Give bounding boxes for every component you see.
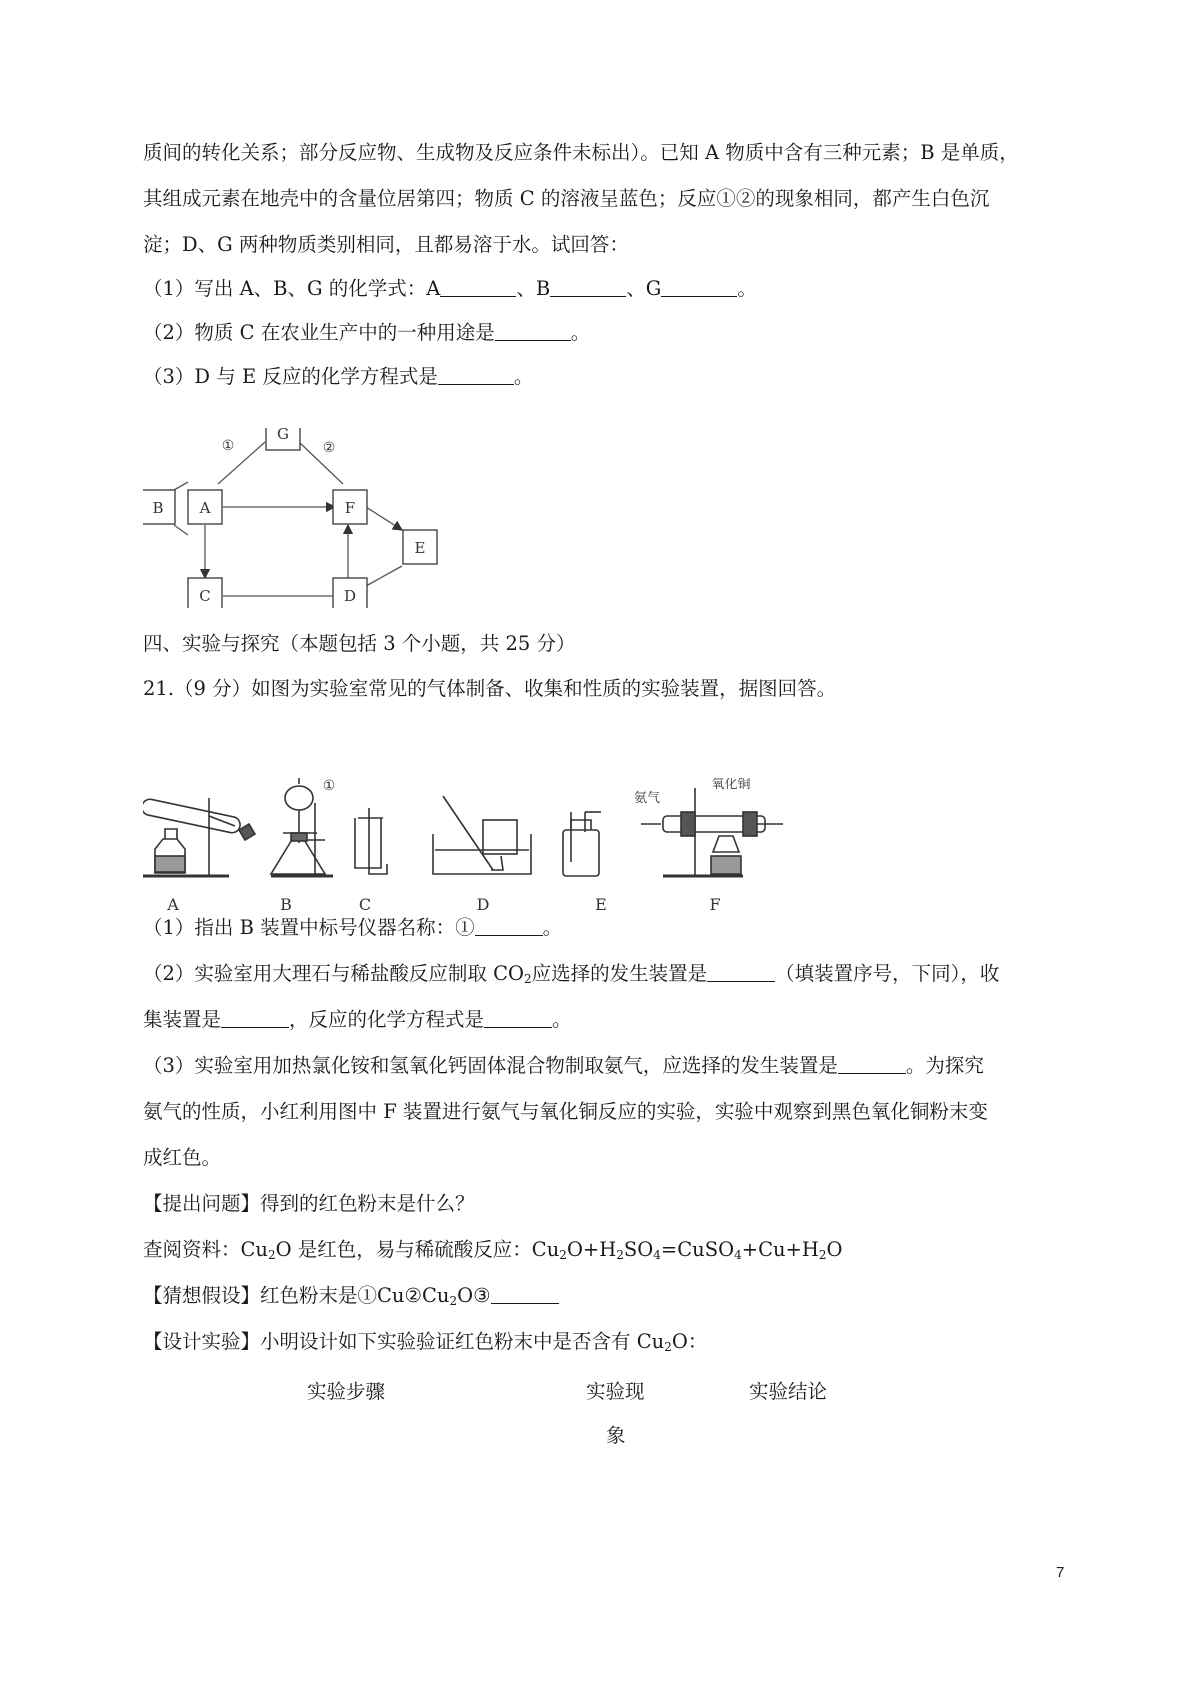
design-end: O： [671,1330,708,1353]
apparatus-label-f: F [709,895,721,914]
apparatus-label-a: A [167,895,179,914]
answer-blank [221,1009,289,1028]
reaction-label-1: ① [221,438,235,454]
relation-diagram [143,428,473,608]
q21-part-1 [143,915,562,941]
reaction-label-2: ② [322,440,336,456]
q21-part-1-prefix: （1）指出 B 装置中标号仪器名称：① [143,916,475,939]
apparatus-f [641,788,783,876]
answer-blank [438,366,514,385]
reference-eq-3: =CuSO [660,1238,735,1261]
q21-part-2b-mid: ，反应的化学方程式是 [289,1008,485,1031]
subscript: 2 [818,1248,827,1262]
apparatus-e [563,812,601,876]
q20-part-3-end: 。 [513,365,534,388]
node-b: B [152,499,164,517]
marker-label: ① [322,778,336,794]
q21-part-3-line-3: 成红色。 [143,1146,222,1169]
section-heading: 四、实验与探究（本题包括 3 个小题，共 25 分） [143,632,576,655]
reference-eq-4: +Cu+H [741,1238,819,1261]
q21-part-2-continued [143,1007,572,1033]
paragraph-line-2: 其组成元素在地壳中的含量位居第四；物质 C 的溶液呈蓝色；反应①②的现象相同，都产生白色沉 [143,187,990,210]
design-prefix: 【设计实验】小明设计如下实验验证红色粉末中是否含有 Cu [143,1330,665,1353]
subscript: 2 [267,1248,276,1262]
subscript: 2 [664,1340,672,1354]
node-d: D [343,587,357,605]
q21-part-2-tail: （填装置序号，下同），收 [775,962,1000,985]
subscript: 4 [734,1248,742,1262]
paragraph-line-3: 淀；D、G 两种物质类别相同，且都易溶于水。试回答： [143,233,629,256]
reference-prefix: 查阅资料：Cu [143,1238,268,1261]
reference-mid: O 是红色，易与稀硫酸反应：Cu [275,1238,560,1261]
page-number: 7 [1056,1564,1065,1581]
answer-blank [491,1285,559,1304]
apparatus-a [143,798,255,876]
q20-part-2-prefix: （2）物质 C 在农业生产中的一种用途是 [143,321,495,344]
paragraph-line-1: 质间的转化关系；部分反应物、生成物及反应条件未标出）。已知 A 物质中含有三种元素；B 是单质， [143,141,1019,164]
node-e: E [414,539,426,557]
q20-part-1-end: 。 [737,277,757,300]
apparatus-figure [143,778,823,918]
q21-part-2-mid: 应选择的发生装置是 [531,962,708,985]
q20-part-1-prefix: （1）写出 A、B、G 的化学式：A [143,277,441,300]
answer-blank [550,278,626,297]
answer-blank [661,278,737,297]
apparatus-d [433,796,531,874]
q21-part-3-line-2: 氨气的性质，小红利用图中 F 装置进行氨气与氧化铜反应的实验，实验中观察到黑色氧化铜粉末变 [143,1100,988,1123]
reference-eq-2: SO [623,1238,654,1261]
subscript: 2 [559,1248,567,1262]
q20-part-1 [143,276,757,302]
apparatus-label-d: D [476,895,490,914]
subscript: 2 [616,1248,624,1262]
apparatus-label-e: E [595,895,607,914]
question-prompt: 【提出问题】得到的红色粉末是什么？ [143,1192,475,1215]
reference-eq-5: O [826,1238,843,1261]
q21-part-3 [143,1053,984,1079]
q21-part-1-end: 。 [542,916,563,939]
q21-part-3-prefix: （3）实验室用加热氯化铵和氢氧化钙固体混合物制取氨气，应选择的发生装置是 [143,1054,838,1077]
q21-part-2b-end: 。 [552,1008,572,1031]
table-header-conclusion: 实验结论 [749,1380,828,1403]
apparatus-label-c: C [358,895,372,914]
q21-part-3-end: 。为探究 [905,1054,984,1077]
copper-oxide-label: 氧化铜 [711,778,751,792]
q20-part-2 [143,320,590,346]
q20-part-2-end: 。 [570,321,591,344]
apparatus-label-b: B [280,895,292,914]
q21-part-2b-prefix: 集装置是 [143,1008,222,1031]
node-f: F [344,499,356,517]
hypothesis-mid: O③ [457,1284,491,1307]
hypothesis-prefix: 【猜想假设】红色粉末是①Cu②Cu [143,1284,450,1307]
node-a: A [199,499,211,517]
answer-blank [440,278,516,297]
q20-part-3-prefix: （3）D 与 E 反应的化学方程式是 [143,365,438,388]
subscript: 4 [653,1248,661,1262]
answer-blank [484,1009,552,1028]
answer-blank [838,1055,906,1074]
q20-part-1-sep1: 、B [516,277,551,300]
hypothesis [143,1283,559,1314]
subscript: 2 [524,972,532,986]
ammonia-label: 氨气 [633,791,661,806]
q20-part-1-sep2: 、G [626,277,662,300]
q21-part-2-prefix: （2）实验室用大理石与稀盐酸反应制取 CO [143,962,525,985]
apparatus-c [355,808,387,874]
table-header-steps: 实验步骤 [307,1380,386,1403]
answer-blank [707,963,775,982]
table-header-phenomenon: 实验现 [586,1380,645,1403]
reference-eq-1: O+H [566,1238,617,1261]
node-c: C [199,587,211,605]
design-experiment [143,1329,707,1360]
subscript: 2 [449,1294,458,1308]
answer-blank [475,917,543,936]
reference-note [143,1237,843,1268]
q20-part-3 [143,364,533,390]
q21-part-2 [143,961,999,992]
q21-intro: 21.（9 分）如图为实验室常见的气体制备、收集和性质的实验装置，据图回答。 [143,677,837,700]
answer-blank [495,322,571,341]
table-header-phenomenon-wrap: 象 [606,1424,626,1447]
node-g: G [277,428,289,443]
